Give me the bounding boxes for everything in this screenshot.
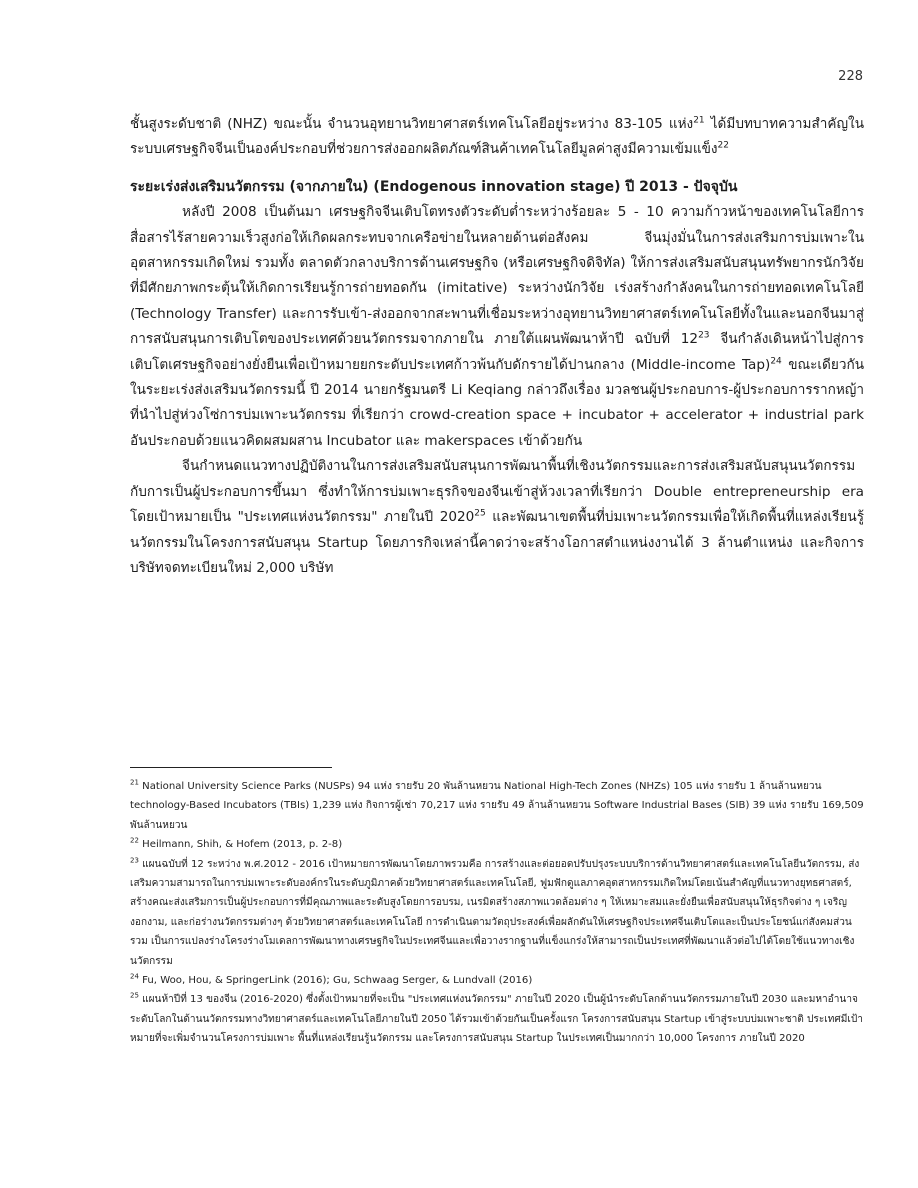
section-heading: ระยะเร่งส่งเสริมนวัตกรรม (จากภายใน) (Endogenous innovation stage) ปี 2013 - ปัจจุบัน: [130, 178, 738, 195]
footnote-21: $^{21}$ National University Science Parks (NUSPs) 94 แห่ง รายรับ 20 พันล้านหยวน National High-Tech Zones (NHZs) 105 แห่ง รายรับ 1 ล้านล้านหยวน technology-Based Incubators (TBIs) 1,239 แห่ง กิจการผู้เช่า 70,217 แห่ง รายรับ 49 ล้านล้านหยวน Software Industrial Bases (SIB) 39 แห่ง รายรับ 169,509 พันล้านหยวน: [130, 778, 864, 831]
footnote-ref-23[interactable]: 23: [698, 330, 710, 341]
paragraph-1: หลังปี 2008 เป็นต้นมา เศรษฐกิจจีนเติบโตทรงตัวระดับต่ำระหว่างร้อยละ 5 - 10 ความก้าวหน้าของเทคโนโลยีการสื่อสารไร้สายความเร็วสูงก่อให้เกิดผลกระทบจากเครือข่ายในหลายด้านต่อสังคม จีนมุ่งมั่นในการส่งเสริมการบ่มเพาะในอุตสาหกรรมเกิดใหม่ รวมทั้ง ตลาดตัวกลางบริการด้านเศรษฐกิจ (หรือเศรษฐกิจดิจิทัล) ให้การส่งเสริมสนับสนุนทรัพยากรนักวิจัยที่มีศักยภาพกระตุ้นให้เกิดการเรียนรู้การถ่ายทอดกัน (imitative) ระหว่างนักวิจัย เร่งสร้างกำลังคนในการถ่ายทอดเทคโนโลยี (Technology Transfer) และการรับเข้า-ส่งออกจากสะพานที่เชื่อมระหว่างอุทยานวิทยาศาสตร์เทคโนโลยีทั้งในและนอกจีนมาสู่การสนับสนุนการเติบโตของประเทศด้วยนวัตกรรมจากภายใน ภายใต้แผนพัฒนาห้าปี ฉบับที่ $12^{23}$ จีนกำลังเดินหน้าไปสู่การเติบโตเศรษฐกิจอย่างยั่งยืนเพื่อเป้าหมายยกระดับประเทศก้าวพ้นกับดักรายได้ปานกลาง (Middle-income Tap)$^{24}$ ขณะเดียวกัน ในระยะเร่งส่งเสริมนวัตกรรมนี้ ปี 2014 นายกรัฐมนตรี Li Keqiang กล่าวถึงเรื่อง มวลชนผู้ประกอบการ-ผู้ประกอบการรากหญ้า ที่นำไปสู่ห่วงโซ่การบ่มเพาะนวัตกรรม ที่เรียกว่า crowd-creation space + incubator + accelerator + industrial park อันประกอบด้วยแนวคิดผสมผสาน Incubator และ makerspaces เข้าด้วยกัน: [130, 204, 865, 449]
footnote-ref-25[interactable]: 25: [474, 508, 486, 519]
footnote-ref-21[interactable]: 21: [693, 115, 705, 126]
footnote-divider: [130, 767, 332, 768]
footnote-ref-24[interactable]: 24: [770, 356, 782, 367]
continuation-paragraph: ชั้นสูงระดับชาติ (NHZ) ขณะนั้น จำนวนอุทยานวิทยาศาสตร์เทคโนโลยีอยู่ระหว่าง 83-105 แห่ง$^{21}$ ได้มีบทบาทความสำคัญในระบบเศรษฐกิจจีนเป็นองค์ประกอบที่ช่วยการส่งออกผลิตภัณฑ์สินค้าเทคโนโลยีมูลค่าสูงมีความเข้มแข็ง$^{22}$: [130, 115, 864, 158]
body-text: [130, 112, 864, 581]
footnote-25: $^{25}$ แผนห้าปีที่ 13 ของจีน (2016-2020) ซึ่งตั้งเป้าหมายที่จะเป็น "ประเทศแห่งนวัตกรรม" ภายในปี 2020 เป็นผู้นำระดับโลกด้านนวัตกรรมภายในปี 2030 และมหาอำนาจระดับโลกในด้านนวัตกรรมทางวิทยาศาสตร์และเทคโนโลยีภายในปี 2050 ได้รวมเข้าด้วยกันเป็นครั้งแรก โครงการสนับสนุน Startup เข้าสู่ระบบบ่มเพาะชาติ ประเทศมีเป้าหมายที่จะเพิ่มจำนวนโครงการบ่มเพาะ พื้นที่แหล่งเรียนรู้นวัตกรรม และโครงการสนับสนุน Startup ในประเทศเป็นมากกว่า 10,000 โครงการ ภายในปี 2020: [130, 992, 863, 1045]
footnote-23: $^{23}$ แผนฉบับที่ 12 ระหว่าง พ.ศ.2012 - 2016 เป้าหมายการพัฒนาโดยภาพรวมคือ การสร้างและต่อยอดปรับปรุงระบบบริการด้านวิทยาศาสตร์และเทคโนโลยีนวัตกรรม, ส่งเสริมความสามารถในการบ่มเพาะระดับองค์กรในระดับภูมิภาคด้วยวิทยาศาสตร์และเทคโนโลยี, ฟูมฟักดูแลภาคอุตสาหกรรมเกิดใหม่โดยเน้นสำคัญที่แนวทางยุทธศาสตร์, สร้างคณะส่งเสริมการเป็นผู้ประกอบการที่มีคุณภาพและระดับสูงโดยการอบรม, เนรมิตสร้างสภาพแวดล้อมต่าง ๆ ให้เหมาะสมและยั่งยืนเพื่อสนับสนุนให้ธุรกิจต่าง ๆ เจริญงอกงาม, และก่อร่างนวัตกรรมต่างๆ ด้วยวิทยาศาสตร์และเทคโนโลยี การดำเนินตามวัตถุประสงค์เพื่อผลักดันให้เศรษฐกิจประเทศจีนเติบโตและเป็นประโยชน์แก่สังคมส่วนรวม เป็นการแปลงร่างโครงร่างโมเดลการพัฒนาทางเศรษฐกิจในประเทศจีนและเพื่อวางรากฐานที่แข็งแกร่งให้สามารถเป็นประเทศที่พัฒนาแล้วต่อไปได้โดยใช้แนวทางเชิงนวัตกรรม: [130, 856, 860, 967]
footnote-ref-22[interactable]: 22: [717, 140, 729, 151]
page-number: 228: [838, 69, 863, 84]
footnotes: [130, 777, 864, 1049]
paragraph-2: จีนกำหนดแนวทางปฏิบัติงานในการส่งเสริมสนับสนุนการพัฒนาพื้นที่เชิงนวัตกรรมและการส่งเสริมสนับสนุนนวัตกรรมกับการเป็นผู้ประกอบการขึ้นมา ซึ่งทำให้การบ่มเพาะธุรกิจของจีนเข้าสู่ห้วงเวลาที่เรียกว่า Double entrepreneurship era โดยเป้าหมายเป็น "ประเทศแห่งนวัตกรรม" ภายในปี 2020$^{25}$ และพัฒนาเขตพื้นที่บ่มเพาะนวัตกรรมเพื่อให้เกิดพื้นที่แหล่งเรียนรู้นวัตกรรมในโครงการสนับสนุน Startup โดยภารกิจเหล่านี้คาดว่าจะสร้างโอกาสตำแหน่งงานได้ 3 ล้านตำแหน่ง และกิจการบริษัทจดทะเบียนใหม่ 2,000 บริษัท: [130, 458, 864, 576]
footnote-24: $^{24}$ Fu, Woo, Hou, & SpringerLink (2016); Gu, Schwaag Serger, & Lundvall (2016): [130, 972, 533, 987]
footnote-22: $^{22}$ Heilmann, Shih, & Hofem (2013, p. 2-8): [130, 836, 343, 851]
